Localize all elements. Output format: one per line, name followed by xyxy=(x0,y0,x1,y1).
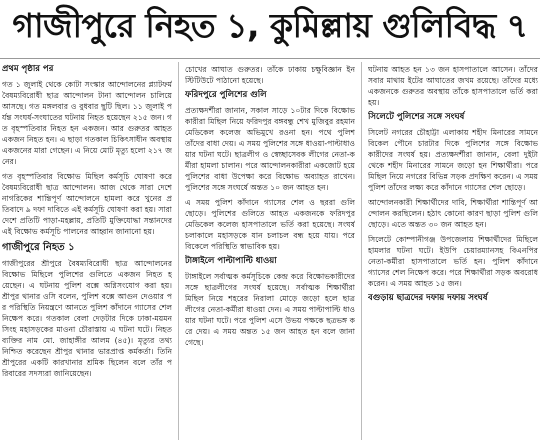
column-divider xyxy=(361,62,362,440)
paragraph: সিলেটে কোম্পানীগঞ্জ উপজেলায় শিক্ষার্থীদের মিছিলে হামলার ঘটনা ঘটে। ইউপি চেয়ারম্যানসহ বিএনপির নেতা-কর্মীরা হাসপাতালে ভর্তি হন। পুলিশ কাঁদানে গ্যাসের শেল নিক্ষেপ করে। পরে শিক্ষার্থীরা সড়ক অবরোধ করেন। এ সময় আহত ১৫ জন। xyxy=(368,235,538,288)
column-1 xyxy=(2,64,172,383)
paragraph: গত বৃহস্পতিবার বিক্ষোভ মিছিল কর্মসূচি ঘোষণা করে বৈষম্যবিরোধী ছাত্র আন্দোলন। আজ থেকে সারা দেশে নাগরিকের শান্তিপূর্ণ আন্দোলনে হামলা করে খুনের প্রতিবাদে ৯ দফা দাবিতে এই কর্মসূচি ঘোষণা করা হয়। সারা দেশে প্রতিটি পাড়া-মহল্লায়, প্রতিটি মুক্তিযোদ্ধা সন্তানদের এই বিক্ষোভ কর্মসূচি পালনের আহ্বান জানানো হয়। xyxy=(2,172,172,236)
subheading: টাঙ্গাইলে পাল্টাপাল্টি ধাওয়া xyxy=(185,256,277,266)
continuation-label: প্রথম পৃষ্ঠার পর xyxy=(2,64,54,74)
paragraph: গত ১ জুলাই থেকে কোটা সংস্কার আন্দোলনের প্ল্যাটফর্ম বৈষম্যবিরোধী ছাত্র আন্দোলন টানা আন্দোলন চালিয়ে আসছে। গত মঙ্গলবার ও বুধবার ছুটি ছিল। ১১ জুলাই পর্যন্ত সংঘর্ষ-সংঘাতের ঘটনায় নিহত হয়েছেন ২১৫ জন। গত বৃহস্পতিবার নিহত হন একজন। আর গুরুতর আহত একজন নিহত হন। এ ছাড়া গতকাল চিকিৎসাধীন অবস্থায় একজনের মারা গেছেন। এ নিয়ে মোট মৃত্যু হলো ২১৭ জনের। xyxy=(2,80,172,166)
subheading: বগুড়ায় ছাত্রদের দফায় দফায় সংঘর্ষ xyxy=(368,293,488,303)
paragraph: ঘটনায় আহত হন ১৩ জন হাসপাতালে আসেন। তাঁদের সবার মাথায় ইটের আঘাতের জখম রয়েছে। তাঁদের মধ্যে একজনকে গুরুতর অবস্থায় তাঁকে হাসপাতালে ভর্তি করা হয়। xyxy=(368,65,538,107)
column-3 xyxy=(368,64,538,308)
paragraph: সিলেট নগরের চৌহাট্টা এলাকায় শহীদ মিনারের সামনে বিকেল পৌনে চারটার দিকে পুলিশের সঙ্গে বিক্ষোভকারীদের সংঘর্ষ হয়। প্রত্যক্ষদর্শীরা জানান, বেলা দুইটা থেকে শহীদ মিনারের সামনে জড়ো হন শিক্ষার্থীরা। পরে মিছিল নিয়ে নগরের বিভিন্ন সড়ক প্রদক্ষিণ করেন। এ সময় পুলিশ তাঁদের লক্ষ্য করে কাঁদানে গ্যাসের শেল ছোড়ে। xyxy=(368,128,538,192)
paragraph: আন্দোলনকারী শিক্ষার্থীদের দাবি, শিক্ষার্থীরা শান্তিপূর্ণ আন্দোলন করছিলেন। হঠাৎ কোনো কারণ ছাড়া পুলিশ গুলি ছোড়ে। এতে অন্তত ৩০ জন আহত হন। xyxy=(368,198,538,229)
column-divider xyxy=(178,62,179,440)
column-2 xyxy=(185,64,355,352)
headline-rule xyxy=(0,58,540,59)
subheading: ফরিদপুরে পুলিশের গুলি xyxy=(185,90,267,100)
headline: গাজীপুরে নিহত ১, কুমিল্লায় গুলিবিদ্ধ ৭ xyxy=(12,6,528,45)
paragraph: টাঙ্গাইলে সর্বাত্মক কর্মসূচিকে কেন্দ্র করে বিক্ষোভকারীদের সঙ্গে ছাত্রলীগের সংঘর্ষ হয়েছে। সর্বাত্মক শিক্ষার্থীরা মিছিল নিয়ে শহরের নিরালা মোড়ে জড়ো হলে ছাত্রলীগের নেতা-কর্মীরা ধাওয়া দেন। এ সময় পাল্টাপাল্টি ধাওয়ার ঘটনা ঘটে। পরে পুলিশ এসে উভয় পক্ষকে ছত্রভঙ্গ করে দেয়। এ সময় অন্তত ১৫ জন আহত হন বলে জানা গেছে। xyxy=(185,272,355,347)
paragraph: এ সময় পুলিশ কাঁদানে গ্যাসের শেল ও ছররা গুলি ছোড়ে। পুলিশের গুলিতে আহত একজনকে ফরিদপুর মেডিকেল কলেজ হাসপাতালে ভর্তি করা হয়েছে। সংঘর্ষ চলাকালে মহাসড়কে যান চলাচল বন্ধ হয়ে যায়। পরে বিকেলে পরিস্থিতি স্বাভাবিক হয়। xyxy=(185,198,355,251)
paragraph: চোখের আঘাত গুরুতর। তাঁকে ঢাকায় চক্ষুবিজ্ঞান ইনস্টিটিউটে পাঠানো হয়েছে। xyxy=(185,65,355,85)
paragraph: প্রত্যক্ষদর্শীরা জানান, সকাল সাড়ে ১০টার দিকে বিক্ষোভকারীরা মিছিল নিয়ে ফরিদপুর বঙ্গবন্ধু শেখ মুজিবুর রহমান মেডিকেল কলেজ অভিমুখে রওনা হন। পথে পুলিশ তাঁদের বাধা দেয়। এ সময় পুলিশের সঙ্গে ধাওয়া-পাল্টাধাওয়ার ঘটনা ঘটে। ছাত্রলীগ ও স্বেচ্ছাসেবক লীগের নেতা-কর্মীরা হামলা চালান। পরে আন্দোলনকারীরা একজোট হয়ে পুলিশের বাধা উপেক্ষা করে বিক্ষোভ অব্যাহত রাখেন। পুলিশের সঙ্গে সংঘর্ষে অন্তত ১০ জন আহত হন। xyxy=(185,106,355,192)
paragraph: গাজীপুরের শ্রীপুরে বৈষম্যবিরোধী ছাত্র আন্দোলনের বিক্ষোভ মিছিলে পুলিশের গুলিতে একজন নিহত হয়েছেন। এ ঘটনায় পুলিশ বক্সে অগ্নিসংযোগ করা হয়। শ্রীপুর থানার ওসি বলেন, পুলিশ বক্সে আগুন দেওয়ার পর পরিস্থিতি নিয়ন্ত্রণে আনতে পুলিশ কাঁদানে গ্যাসের শেল নিক্ষেপ করে। গতকাল বেলা দেড়টার দিকে ঢাকা-ময়মনসিংহ মহাসড়কের মাওনা চৌরাস্তায় এ ঘটনা ঘটে। নিহত ব্যক্তির নাম মো. জাহাঙ্গীর আলম (৪৫)। মৃত্যুর তথ্য নিশ্চিত করেছেন শ্রীপুর থানার ভারপ্রাপ্ত কর্মকর্তা। তিনি শ্রীপুরের একটি কারখানার শ্রমিক ছিলেন বলে তাঁর পরিবারের সদস্যরা জানিয়েছেন। xyxy=(2,259,172,378)
subheading: সিলেটে পুলিশের সঙ্গে সংঘর্ষ xyxy=(368,112,465,122)
subheading: গাজীপুরে নিহত ১ xyxy=(2,242,75,253)
